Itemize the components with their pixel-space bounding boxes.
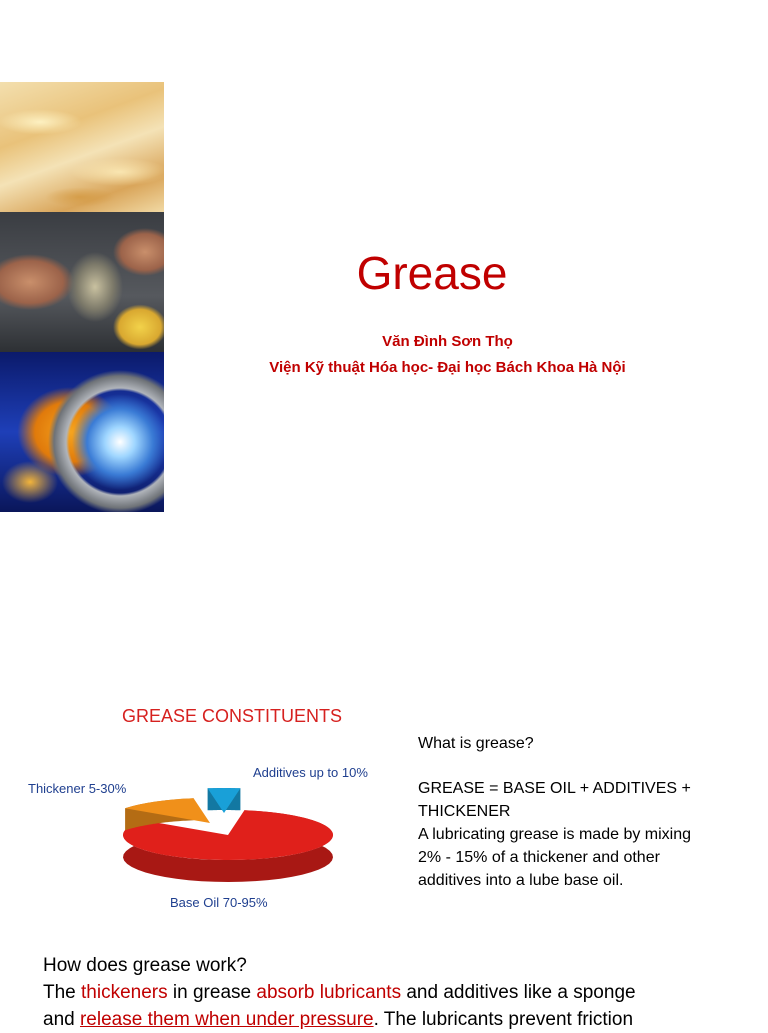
formula-line-1: GREASE = BASE OIL + ADDITIVES +: [418, 780, 691, 797]
how-line-3: [43, 1006, 743, 1033]
grease-constituents-pie-chart: [20, 702, 400, 922]
chart-title: GREASE CONSTITUENTS: [122, 706, 343, 726]
slide-title: Grease: [356, 247, 508, 299]
description-line-1: A lubricating grease is made by mixing: [418, 826, 692, 843]
bearing-in-hands-image: [0, 212, 164, 352]
text-run: and additives like a sponge: [401, 982, 636, 1003]
highlight-release-under-pressure: release them when under pressure: [79, 1009, 374, 1030]
pie-slice-additives: [208, 788, 241, 813]
how-line-2: [43, 979, 743, 1006]
author-name: Văn Đình Sơn Thọ: [382, 333, 513, 350]
text-run: The: [43, 982, 82, 1003]
text-run: . The lubricants prevent friction: [373, 1009, 634, 1030]
slice-label-additives: Additives up to 10%: [253, 765, 368, 780]
text-run: and: [43, 1009, 80, 1030]
how-question: How does grease work?: [43, 955, 247, 976]
description-line-3: additives into a lube base oil.: [418, 872, 624, 889]
what-is-grease-text: [418, 732, 748, 892]
description-line-2: 2% - 15% of a thickener and other: [418, 849, 660, 866]
text-run: in grease: [167, 982, 257, 1003]
grease-closeup-image: [0, 82, 164, 212]
highlight-thickeners: thickeners: [81, 982, 168, 1003]
what-is-grease-question: What is grease?: [418, 735, 534, 752]
highlight-absorb-lubricants: absorb lubricants: [256, 982, 402, 1003]
slice-label-base-oil: Base Oil 70-95%: [170, 895, 268, 910]
slice-label-thickener: Thickener 5-30%: [28, 781, 127, 796]
formula-line-2: THICKENER: [418, 803, 511, 820]
greased-bearing-image: [0, 352, 164, 512]
institute-name: Viện Kỹ thuật Hóa học- Đại học Bách Khoa Hà Nội: [269, 359, 626, 376]
pie-slices: [123, 788, 333, 882]
constituents-slide: [0, 640, 768, 1030]
how-grease-works-text: [43, 952, 743, 1033]
